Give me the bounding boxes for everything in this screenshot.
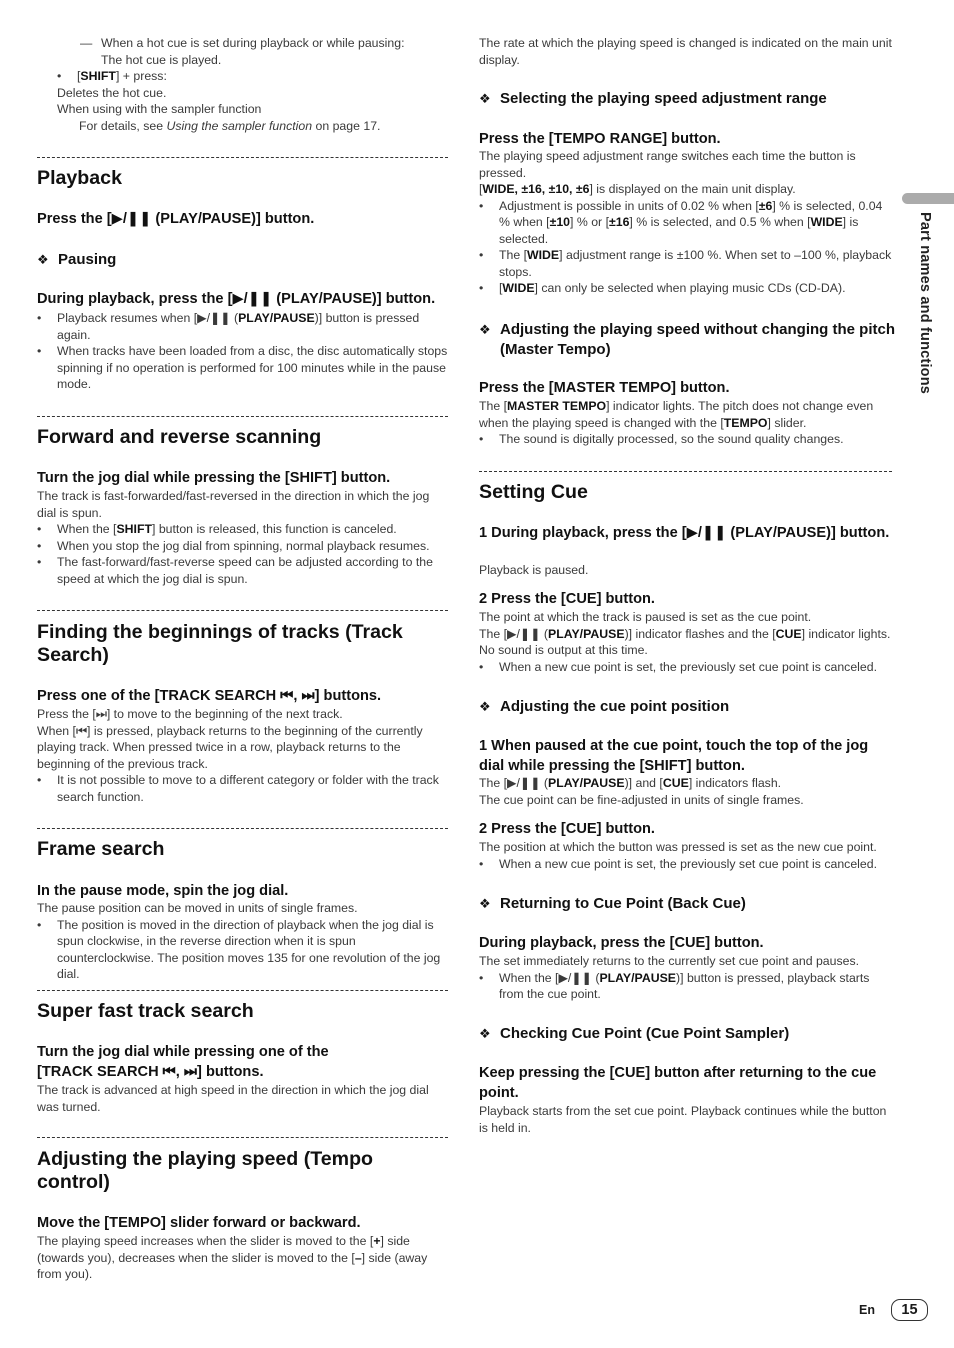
body-text: The playing speed adjustment range switches each time the button is pressed. [WIDE, ±16, ±10, ±6] is displayed on the main unit display. • Adjustment is possible in units of 0.02 % when [±6] % is selected, 0.04 % when [±10] % or [±16] % is selected, and 0.5 % when [WIDE] is selected. • The [WIDE] adjustment range is ±100 %. When set to –100 %, playback stops. • [WIDE] can only be selected when playing music CDs (CD-DA).: [479, 149, 892, 295]
diamond-bullet-icon: ❖: [479, 322, 491, 337]
reference-link: Using the sampler function: [166, 118, 313, 133]
note-text: The hot cue is played.: [101, 52, 222, 67]
diamond-bullet-icon: ❖: [479, 699, 491, 714]
body-text: The pause position can be moved in units of single frames. • The position is moved in the direction of playback when the jog dial is spun clockwise, in the reverse direction when it is spun counterclockwise. The position moves 135 for one revolution of the jog dial.: [37, 901, 441, 981]
body-text: Playback starts from the set cue point. Playback continues while the button is held in.: [479, 1104, 887, 1135]
body-text: The position at which the button was pressed is set as the new cue point. • When a new cue point is set, the previously set cue point is canceled.: [479, 840, 877, 871]
section-divider: [37, 1137, 448, 1138]
page-number: 15: [891, 1299, 928, 1321]
instruction: Move the [TEMPO] slider forward or backward.: [37, 1215, 361, 1231]
note-text: For details, see: [79, 118, 167, 133]
section-divider: [37, 157, 448, 158]
step-instruction: 2 Press the [CUE] button.: [479, 821, 655, 837]
diamond-bullet-icon: ❖: [479, 1026, 491, 1041]
diamond-bullet-icon: ❖: [479, 91, 491, 106]
instruction: Turn the jog dial while pressing one of the [TRACK SEARCH ⏮, ⏭] buttons.: [37, 1044, 329, 1080]
subsection-title: Adjusting the cue point position: [500, 698, 730, 715]
section-divider: [37, 416, 448, 417]
side-tab-marker: [902, 193, 954, 204]
bullet-list: • Playback resumes when [▶/❚❚ (PLAY/PAUSE)] button is pressed again. • When tracks have been loaded from a disc, the disc automatically stops spinning if no operation is performed for 100 minutes while in the pause mode.: [37, 311, 448, 391]
subsection-title: Pausing: [58, 251, 117, 268]
body-text: The point at which the track is paused is set as the cue point. The [▶/❚❚ (PLAY/PAUSE)] indicator flashes and the [CUE] indicator lights. No sound is output at this time. • When a new cue point is set, the previously set cue point is canceled.: [479, 610, 891, 674]
section-divider: [37, 828, 448, 829]
diamond-bullet-icon: ❖: [37, 252, 49, 267]
body-text: Press the [⏭] to move to the beginning of the next track. When [⏮] is pressed, playback returns to the beginning of the currently playing track. When pressed twice in a row, playback returns to the beginning of the previous track. • It is not possible to move to a different category or folder with the track search function.: [37, 707, 439, 804]
section-divider: [37, 990, 448, 991]
note-text: When using with the sampler function: [57, 102, 262, 116]
note-text: Deletes the hot cue.: [57, 85, 167, 100]
section-divider: [479, 471, 892, 472]
note-text: When a hot cue is set during playback or while pausing:: [101, 36, 405, 50]
note-text: on page 17.: [312, 118, 381, 133]
step-instruction: 1 During playback, press the [▶/❚❚ (PLAY/PAUSE)] button.: [479, 525, 890, 541]
body-text: The playing speed increases when the slider is moved to the [+] side (towards you), decreases when the slider is moved to the [–] side (away from you).: [37, 1234, 428, 1281]
step-instruction: 1 When paused at the cue point, touch the top of the jog dial while pressing the [SHIFT] button.: [479, 738, 869, 774]
instruction: Press the [TEMPO RANGE] button.: [479, 131, 721, 147]
section-title: Frame search: [37, 838, 165, 860]
side-tab-label: Part names and functions: [917, 212, 933, 395]
body-text: The rate at which the playing speed is changed is indicated on the main unit display.: [479, 36, 892, 67]
body-text: Playback is paused.: [479, 563, 589, 577]
diamond-bullet-icon: ❖: [479, 896, 491, 911]
key-name: SHIFT: [80, 69, 116, 83]
instruction: During playback, press the [▶/❚❚ (PLAY/PAUSE)] button.: [37, 291, 436, 307]
body-text: The track is fast-forwarded/fast-reversed in the direction in which the jog dial is spun. • When the [SHIFT] button is released, this function is canceled. • When you stop the jog dial from spinning, normal playback resumes. • The fast-forward/fast-reverse speed can be adjusted according to the speed at which the jog dial is spun.: [37, 489, 433, 586]
section-title: Adjusting the playing speed (Tempo control): [37, 1148, 374, 1193]
step-instruction: 2 Press the [CUE] button.: [479, 591, 655, 607]
section-title: Forward and reverse scanning: [37, 426, 322, 448]
section-title: Setting Cue: [479, 481, 588, 503]
section-title: Finding the beginnings of tracks (Track Search): [37, 621, 403, 666]
instruction: Keep pressing the [CUE] button after returning to the cue point.: [479, 1065, 877, 1101]
language-label: En: [859, 1303, 875, 1317]
subsection-title: Returning to Cue Point (Back Cue): [500, 895, 746, 912]
section-title: Super fast track search: [37, 1000, 254, 1022]
instruction: During playback, press the [CUE] button.: [479, 935, 764, 951]
body-text: The set immediately returns to the currently set cue point and pauses. • When the [▶/❚❚ (PLAY/PAUSE)] button is pressed, playback starts from the cue point.: [479, 954, 870, 1001]
body-text: The [▶/❚❚ (PLAY/PAUSE)] and [CUE] indicators flash. The cue point can be fine-adjusted in units of single frames.: [479, 776, 804, 807]
body-text: The track is advanced at high speed in the direction in which the jog dial was turned.: [37, 1083, 429, 1114]
instruction: Press the [▶/❚❚ (PLAY/PAUSE)] button.: [37, 211, 315, 227]
body-text: The [MASTER TEMPO] indicator lights. The pitch does not change even when the playing speed is changed with the [TEMPO] slider. • The sound is digitally processed, so the sound quality changes.: [479, 399, 874, 446]
instruction: Press one of the [TRACK SEARCH ⏮, ⏭] buttons.: [37, 688, 382, 704]
section-title: Playback: [37, 167, 122, 189]
subsection-title: Checking Cue Point (Cue Point Sampler): [500, 1025, 790, 1042]
hot-cue-notes: — When a hot cue is set during playback or while pausing: The hot cue is played. • [SHIFT] + press: Deletes the hot cue. When using with the sampler function For details, see Using the sampler function on page 17.: [37, 35, 448, 134]
subsection-title: Adjusting the playing speed without changing the pitch (Master Tempo): [500, 321, 895, 358]
section-divider: [37, 610, 448, 611]
instruction: Turn the jog dial while pressing the [SHIFT] button.: [37, 470, 391, 486]
note-text: ] + press:: [115, 69, 167, 83]
instruction: Press the [MASTER TEMPO] button.: [479, 380, 730, 396]
instruction: In the pause mode, spin the jog dial.: [37, 883, 289, 899]
subsection-title: Selecting the playing speed adjustment range: [500, 90, 827, 107]
